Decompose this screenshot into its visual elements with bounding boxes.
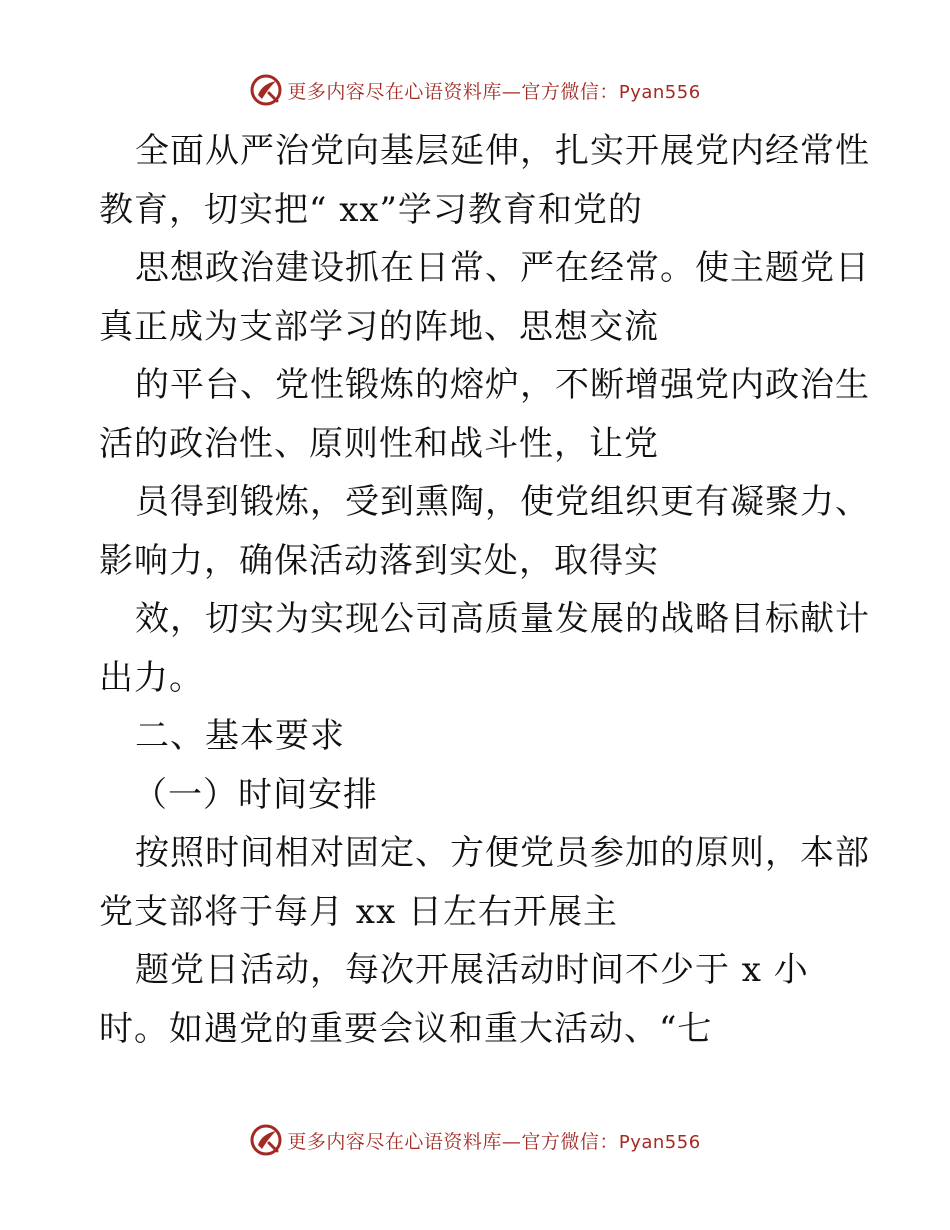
footer-banner bbox=[0, 1120, 950, 1160]
text-line: 题党日活动，每次开展活动时间不少于 x 小 bbox=[135, 950, 809, 990]
section-heading: 二、基本要求 bbox=[135, 716, 345, 756]
document-body bbox=[99, 122, 870, 1058]
text-line: 出力。 bbox=[99, 657, 204, 698]
banner-text: 更多内容尽在心语资料库—官方微信：Pyan556 bbox=[287, 1130, 701, 1153]
header-banner bbox=[0, 70, 950, 110]
seal-logo-icon bbox=[249, 1123, 283, 1157]
text-line: 党支部将于每月 xx 日左右开展主 bbox=[99, 891, 618, 932]
text-line: 影响力，确保活动落到实处，取得实 bbox=[99, 540, 659, 581]
text-line: 效，切实为实现公司高质量发展的战略目标献计 bbox=[135, 599, 870, 639]
text-line: 员得到锻炼，受到熏陶，使党组织更有凝聚力、 bbox=[135, 482, 870, 522]
subsection-heading: （一）时间安排 bbox=[133, 774, 378, 815]
text-line: 思想政治建设抓在日常、严在经常。使主题党日 bbox=[135, 248, 870, 288]
text-line: 的平台、党性锻炼的熔炉，不断增强党内政治生 bbox=[135, 365, 870, 405]
banner-text: 更多内容尽在心语资料库—官方微信：Pyan556 bbox=[287, 80, 701, 103]
text-line: 教育，切实把“ xx”学习教育和党的 bbox=[99, 189, 643, 230]
text-line: 全面从严治党向基层延伸，扎实开展党内经常性 bbox=[135, 131, 870, 171]
seal-logo-icon bbox=[249, 73, 283, 107]
text-line: 活的政治性、原则性和战斗性，让党 bbox=[99, 423, 659, 464]
text-line: 真正成为支部学习的阵地、思想交流 bbox=[99, 306, 659, 347]
text-line: 按照时间相对固定、方便党员参加的原则，本部 bbox=[135, 833, 870, 873]
text-line: 时。如遇党的重要会议和重大活动、“七 bbox=[99, 1008, 713, 1049]
